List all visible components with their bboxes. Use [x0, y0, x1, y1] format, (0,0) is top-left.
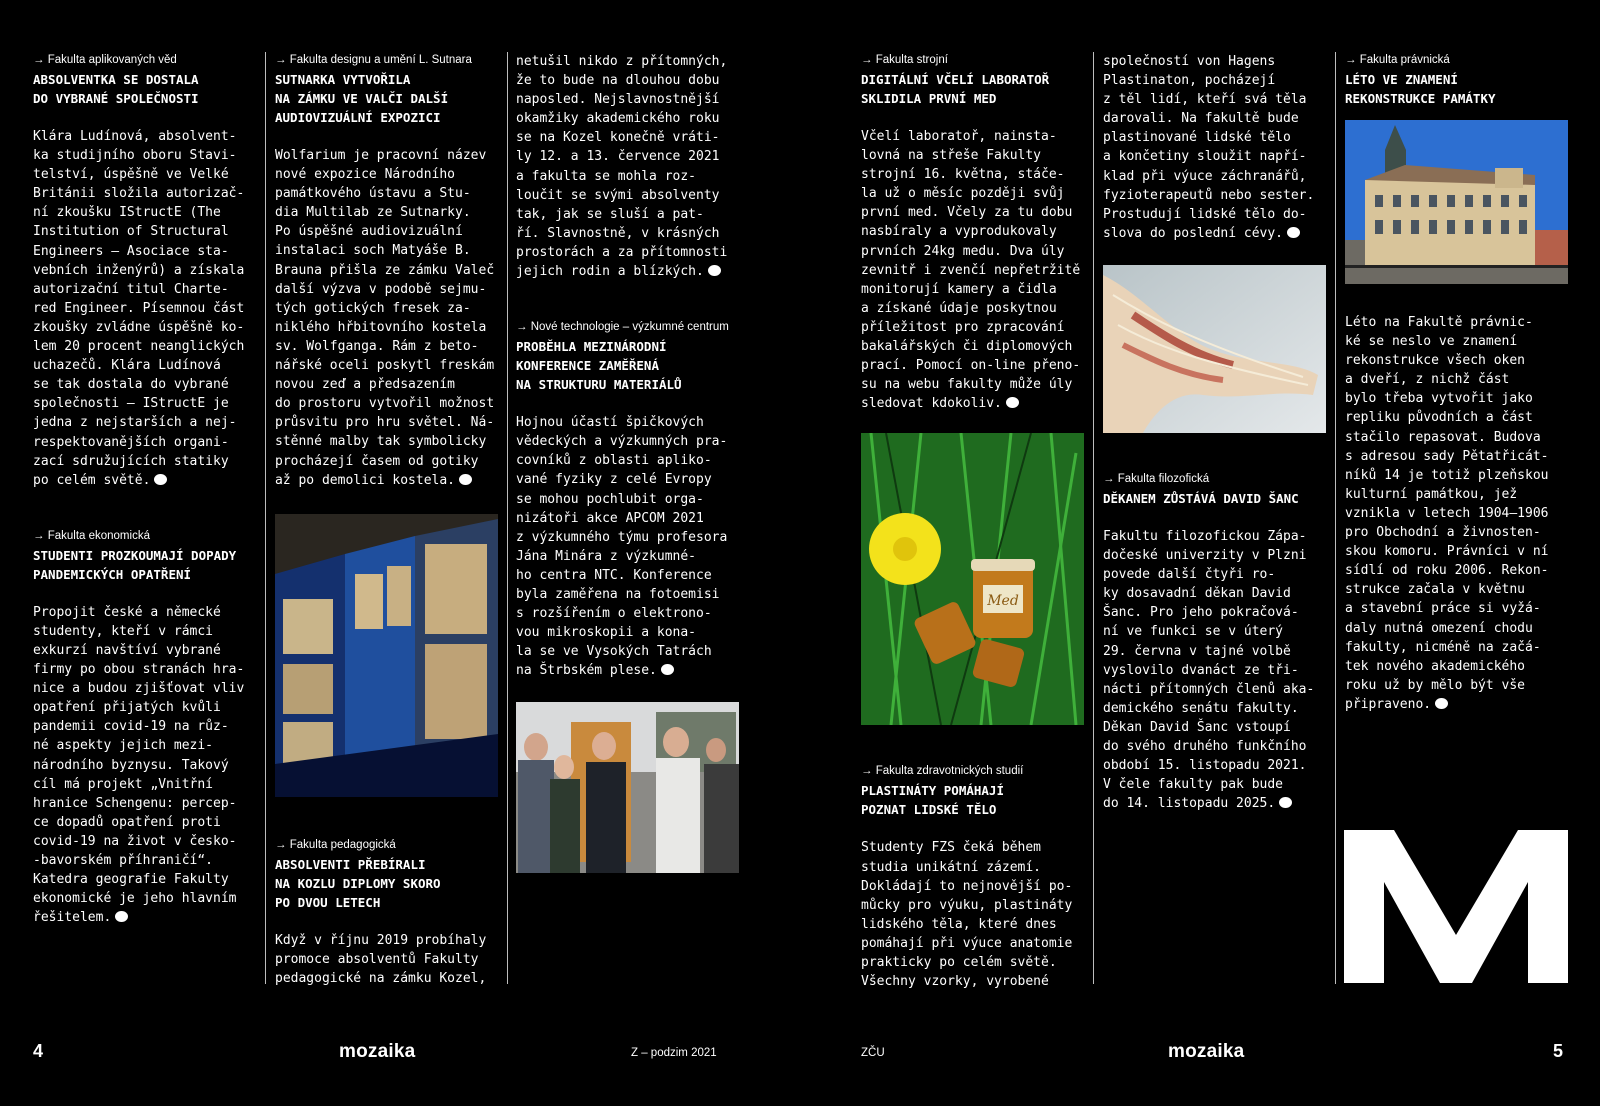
headline: ABSOLVENTKA SE DOSTALA DO VYBRANÉ SPOLEČNOSTI [33, 72, 199, 106]
article-body: společností von Hagens Plastinaton, pocházejí z těl lidí, kteří svá těla darovali. Na fakultě bude plastinované lidské tělo a končetiny sloužit napří- klad při výuce záchranářů, fyzioterapeutů nebo sester. Prostudují lidské tělo do- slova do poslední cévy. [1103, 54, 1315, 241]
article-fzs-cont [1103, 52, 1333, 243]
right-column-1 [861, 52, 1093, 991]
article-body: Když v říjnu 2019 probíhaly promoce absolventů Fakulty pedagogické na zámku Kozel, [275, 932, 487, 986]
conference-people-photo [516, 702, 739, 873]
section-label: → Fakulta strojní [861, 54, 948, 66]
article-body: Léto na Fakultě právnic- ké se neslo ve znamení rekonstrukce všech oken a dveří, z nichž část bylo třeba vytvořit jako repliku původních a část stačilo repasovat. Budova s adresou sady Pětatřicát- níků 14 je totiž plzeňskou kulturní památkou, jež vznikla v letech 1904–1906 pro Obchodní a živnosten- skou komoru. Právníci v ní sídlí od roku 2006. Rekon- strukce začala v květnu a stavební práce si vyžá- daly nutná omezení chodu fakulty, nicméně na začá- tek nového akademického roku už by mělo být vše připraveno. [1345, 315, 1549, 712]
end-mark [1435, 698, 1448, 709]
end-mark [459, 474, 472, 485]
article-fdu [275, 52, 503, 490]
article-body: Fakultu filozofickou Zápa- dočeské univerzity v Plzni povede další čtyři ro- ky dosavadní děkan David Šanc. Pro jeho pokračová- ní ve funkci se v úterý 29. června v tajné volbě vyslovilo dvanáct ze tři- nácti přítomných členů aka- demického senátu fakulty. Děkan David Šanc vstoupí do svého druhého funkčního období 15. listopadu 2021. V čele fakulty pak bude do 14. listopadu 2025. [1103, 528, 1315, 812]
jar-label: Med [987, 593, 1019, 610]
historic-building-photo [1345, 120, 1568, 284]
plastinated-foot-photo [1103, 265, 1326, 433]
article-fpe-cont [516, 52, 748, 281]
column-rule [1335, 52, 1336, 984]
article-ff [1103, 471, 1333, 813]
headline: ABSOLVENTI PŘEBÍRALI NA KOZLU DIPLOMY SKORO PO DVOU LETECH [275, 856, 441, 910]
left-column-1 [33, 52, 265, 927]
article-body: Včelí laboratoř, nainsta- lovná na střeše Fakulty strojní 16. května, stáče- la už o měsíc později svůj první med. Včely za tu dobu nasbíraly a vyprodukovaly prvních 24kg medu. Dva úly zevnitř i zvenčí nepřetržitě monitorují kamery a čidla a získané údaje poskytnou příležitost pro zpracování bakalářských či diplomových prací. Pomocí on-line přeno- su na webu fakulty může úly sledovat kdokoliv. [861, 129, 1081, 412]
end-mark [661, 664, 674, 675]
article-body: Propojit české a německé studenty, kteří v rámci exkurzí navštíví vybrané firmy po obou stranách hra- nice a budou zjišťovat vliv opatření přijatých kvůli pandemii covid-19 na růz- né aspekty jejich mezi- národního byznysu. Takový cíl má projekt „Vnitřní hranice Schengenu: percep- ce dopadů opatření proti covid-19 na život v česko- -bavorském příhraničí“. Katedra geografie Fakulty ekonomické je jeho hlavním řešitelem. [33, 604, 245, 926]
article-body: netušil nikdo z přítomných, že to bude na dlouhou dobu naposled. Nejslavnostnější okamžiky akademického roku se na Kozel konečně vráti- ly 12. a 13. července 2021 a fakulta se mohla roz- loučit se svými absolventy tak, jak se sluší a pat- ří. Slavnostně, v krásných prostorách a za přítomnosti jejich rodin a blízkých. [516, 54, 728, 280]
left-column-3 [516, 52, 748, 873]
article-fpr [1345, 52, 1575, 714]
section-label: → Fakulta ekonomická [33, 529, 150, 542]
article-fav [33, 52, 265, 490]
headline: LÉTO VE ZNAMENÍ REKONSTRUKCE PAMÁTKY [1345, 72, 1496, 106]
left-column-2 [275, 52, 503, 988]
honey-jars-photo [861, 433, 1084, 725]
article-fek [33, 528, 265, 928]
magazine-logo-right: mozaika [1168, 1041, 1245, 1062]
article-fst [861, 52, 1093, 413]
page-number-left: 4 [33, 1041, 44, 1061]
column-rule [1093, 52, 1094, 984]
article-body: Klára Ludínová, absolvent- ka studijního oboru Stavi- telství, úspěšně ve Velké Británii složila autorizač- ní zkoušku IStructE (The Institution of Structural Engineers – Asociace sta- vebních inženýrů) a získala autorizační titul Charte- red Engineer. Písemnou část zkoušky zvládne úspěšně ko- lem 20 procent neanglických uchazečů. Klára Ludínová se tak dostala do vybrané společnosti – IStructE je jedna z nejstarších a nej- respektovanějších organi- zací sdružujících statiky po celém světě. [33, 129, 245, 488]
headline: SUTNARKA VYTVOŘILA NA ZÁMKU VE VALČI DALŠÍ AUDIOVIZUÁLNÍ EXPOZICI [275, 72, 449, 125]
magazine-m-mark [1344, 830, 1568, 983]
section-label: → Fakulta filozofická [1103, 472, 1210, 485]
right-column-2 [1103, 52, 1333, 813]
article-ntc [516, 319, 748, 680]
headline: DIGITÁLNÍ VČELÍ LABORATOŘ SKLIDILA PRVNÍ MED [861, 72, 1050, 106]
fresco-exhibition-photo [275, 514, 498, 797]
headline: STUDENTI PROZKOUMAJÍ DOPADY PANDEMICKÝCH OPATŘENÍ [33, 547, 237, 582]
end-mark [115, 911, 128, 922]
end-mark [1279, 797, 1292, 808]
article-body: Studenty FZS čeká během studia unikátní zázemí. Dokládají to nejnovější po- můcky pro výuku, plastináty lidského těla, které dnes pomáhají při výuce anatomie prakticky po celém světě. Všechny vzorky, vyrobené [861, 840, 1073, 990]
end-mark [708, 265, 721, 276]
university-label: ZČU [861, 1047, 885, 1059]
section-label: → Nové technologie – výzkumné centrum [516, 321, 729, 334]
article-body: Wolfarium je pracovní název nové expozice Národního památkového ústavu a Stu- dia Multilab ze Sutnarky. Po úspěšné audiovizuální instalaci soch Matyáše B. Brauna přišla ze zámku Valeč další výzva v podobě sejmu- tých gotických fresek za- niklého hřbitovního kostela sv. Wolfganga. Rám z beto- nářské oceli poskytl freskám novou zeď a předsazením do prostoru vytvořil možnost průsvitu pro hru světel. Ná- stěnné malby tak symbolicky procházejí časem od gotiky až po demolici kostela. [275, 148, 495, 488]
page-number-right: 5 [1553, 1041, 1564, 1061]
issue-label: Z – podzim 2021 [631, 1047, 717, 1059]
section-label: → Fakulta zdravotnických studií [861, 765, 1024, 778]
end-mark [1287, 227, 1300, 238]
column-rule [265, 52, 266, 984]
end-mark [1006, 397, 1019, 408]
column-rule [507, 52, 508, 984]
right-column-3 [1345, 52, 1575, 714]
magazine-logo-left: mozaika [339, 1041, 416, 1062]
article-fpe [275, 837, 503, 988]
section-label: → Fakulta pedagogická [275, 838, 396, 851]
headline: DĚKANEM ZŮSTÁVÁ DAVID ŠANC [1103, 490, 1299, 506]
end-mark [154, 474, 167, 485]
section-label: → Fakulta aplikovaných věd [33, 54, 177, 66]
section-label: → Fakulta právnická [1345, 54, 1450, 66]
headline: PROBĚHLA MEZINÁRODNÍ KONFERENCE ZAMĚŘENÁ NA STRUKTURU MATERIÁLŮ [516, 339, 682, 393]
article-body: Hojnou účastí špičkových vědeckých a výzkumných pra- covníků z oblasti apliko- vané fyziky z celé Evropy se mohou pochlubit orga- nizátoři akce APCOM 2021 z výzkumného týmu profesora Jána Minára z výzkumné- ho centra NTC. Konference byla zaměřena na fotoemisi s rozšířením o elektrono- vou mikroskopii a kona- la se ve Vysokých Tatrách na Štrbském plese. [516, 415, 728, 679]
headline: PLASTINÁTY POMÁHAJÍ POZNAT LIDSKÉ TĚLO [861, 783, 1004, 818]
section-label: → Fakulta designu a umění L. Sutnara [275, 54, 472, 66]
article-fzs [861, 763, 1093, 991]
